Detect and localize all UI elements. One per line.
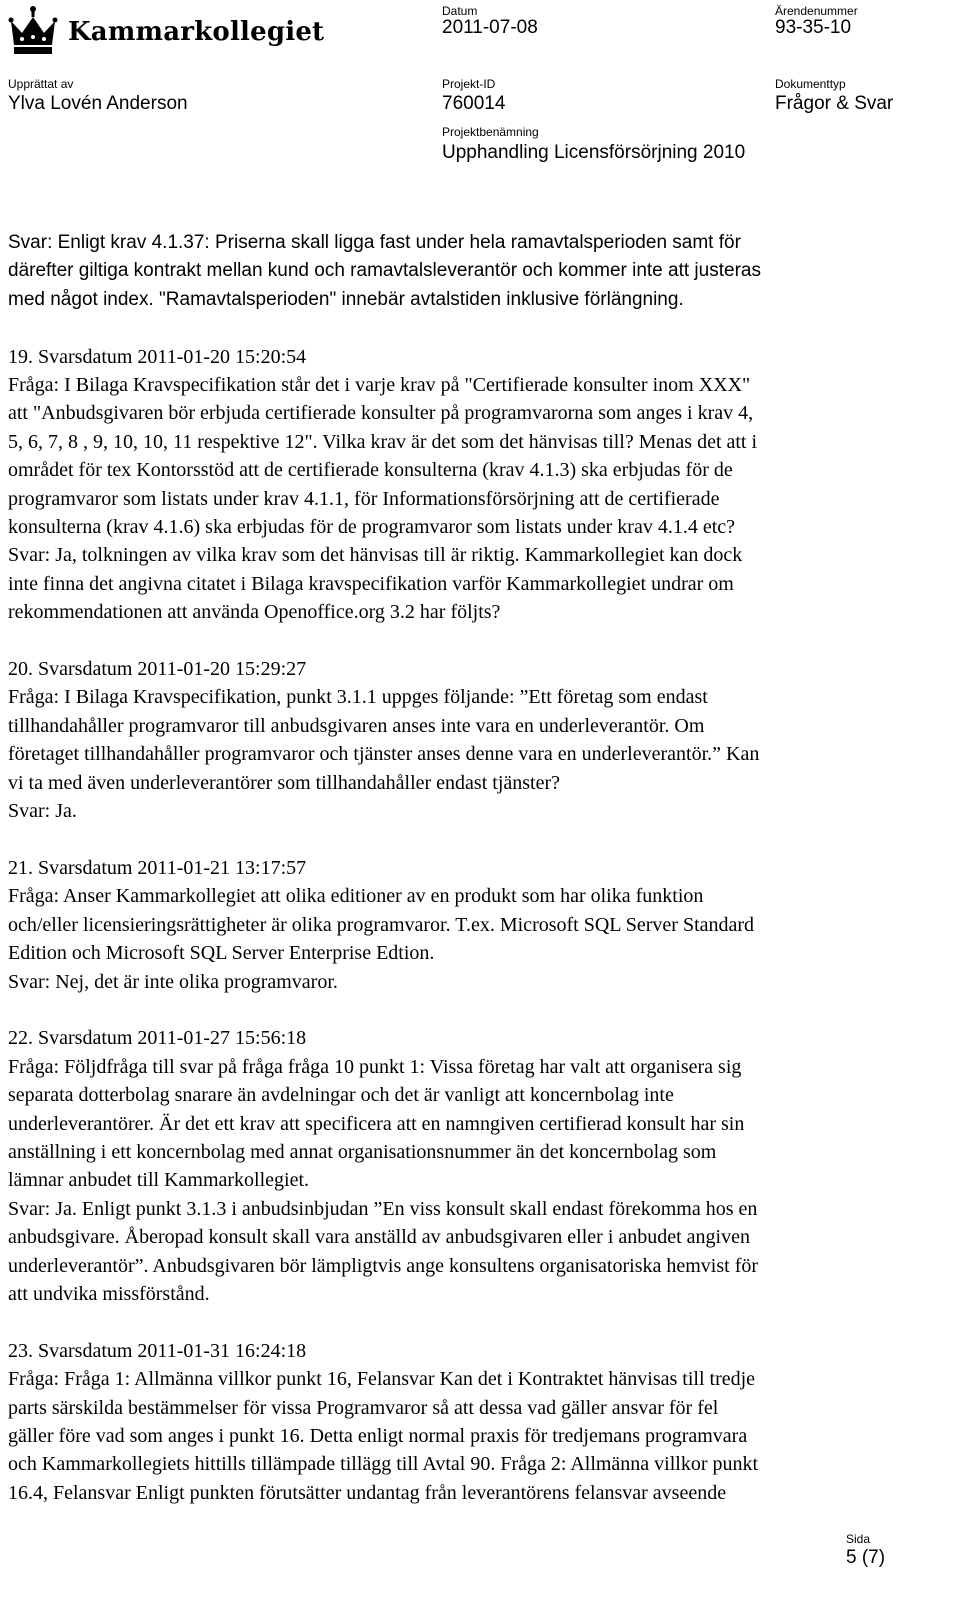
datum-value: 2011-07-08	[442, 17, 538, 38]
text-line: parts särskilda bestämmelser för vissa Programvaror så att dessa vad gäller ansvar för fel	[8, 1396, 719, 1419]
text-line: konsulterna (krav 4.1.6) ska erbjudas för de programvaror som listats under krav 4.1.4 etc?	[8, 516, 736, 539]
dokumenttyp-label: Dokumenttyp	[775, 77, 846, 91]
qa-item	[8, 854, 948, 996]
text-line: Fråga: Följdfråga till svar på fråga fråga 10 punkt 1: Vissa företag har valt att organisera sig	[8, 1055, 742, 1078]
kammarkollegiet-logo	[8, 4, 348, 60]
text-line: 16.4, Felansvar Enligt punkten förutsätter undantag från leverantörens felansvar avseende	[8, 1481, 727, 1504]
text-line: Svar: Ja, tolkningen av vilka krav som det hänvisas till är riktig. Kammarkollegiet kan dock	[8, 544, 743, 567]
text-line: Svar: Ja. Enligt punkt 3.1.3 i anbudsinbjudan ”En viss konsult skall endast förekomma hos en	[8, 1197, 758, 1220]
intro-paragraph	[8, 229, 948, 314]
text-line: att undvika missförstånd.	[8, 1282, 210, 1305]
text-line: Svar: Nej, det är inte olika programvaror.	[8, 970, 338, 993]
text-line: 5, 6, 7, 8 , 9, 10, 10, 11 respektive 12". Vilka krav är det som det hänvisas till? Menas det att i	[8, 430, 758, 453]
text-line: och/eller licensieringsrättigheter är olika programvaror. T.ex. Microsoft SQL Server Standard	[8, 913, 755, 936]
projektbenamning-label: Projektbenämning	[442, 125, 539, 139]
text-line: Fråga: Fråga 1: Allmänna villkor punkt 16, Felansvar Kan det i Kontraktet hänvisas till tredje	[8, 1368, 756, 1391]
text-line: Fråga: I Bilaga Kravspecifikation, punkt 3.1.1 uppges följande: ”Ett företag som endast	[8, 686, 708, 709]
text-line: därefter giltiga kontrakt mellan kund och ramavtalsleverantör och kommer inte att justeras	[8, 260, 761, 282]
projekt-id-label: Projekt-ID	[442, 77, 496, 91]
qa-item	[8, 343, 948, 627]
arendenummer-label: Ärendenummer	[775, 4, 858, 18]
logo-wordmark: Kammarkollegiet	[68, 17, 325, 47]
qa-heading: 20. Svarsdatum 2011-01-20 15:29:27	[8, 658, 307, 681]
datum-label: Datum	[442, 4, 478, 18]
text-line: lämnar anbudet till Kammarkollegiet.	[8, 1169, 310, 1192]
text-line: separata dotterbolag snarare än avdelningar och det är vanligt att koncernbolag inte	[8, 1084, 674, 1107]
qa-heading: 19. Svarsdatum 2011-01-20 15:20:54	[8, 345, 307, 368]
projekt-id-value: 760014	[442, 93, 506, 114]
text-line: Fråga: I Bilaga Kravspecifikation står det i varje krav på "Certifierade konsulter inom XXX"	[8, 374, 751, 397]
document-body	[8, 229, 948, 1507]
upprattat-av-value: Ylva Lovén Anderson	[8, 93, 188, 114]
text-line: vi ta med även underleverantörer som tillhandahåller endast tjänster?	[8, 771, 561, 794]
qa-item	[8, 1024, 948, 1308]
qa-heading: 23. Svarsdatum 2011-01-31 16:24:18	[8, 1339, 307, 1362]
text-line: Edition och Microsoft SQL Server Enterprise Edtion.	[8, 942, 435, 965]
crown-icon	[8, 5, 58, 59]
upprattat-av-label: Upprättat av	[8, 77, 74, 91]
qa-item	[8, 1337, 948, 1507]
text-line: anbudsgivare. Åberopad konsult skall vara anställd av anbudsgivaren eller i anbudet angiven	[8, 1226, 750, 1249]
text-line: anställning i ett koncernbolag med annat organisationsnummer än det koncernbolag som	[8, 1140, 717, 1163]
text-line: att "Anbudsgivaren bör erbjuda certifierade konsulter på programvarorna som anges i krav 4,	[8, 402, 754, 425]
page-number: 5 (7)	[846, 1547, 886, 1568]
text-line: rekommendationen att använda Openoffice.org 3.2 har följts?	[8, 601, 501, 624]
projektbenamning-value: Upphandling Licensförsörjning 2010	[442, 142, 746, 163]
qa-heading: 22. Svarsdatum 2011-01-27 15:56:18	[8, 1027, 307, 1050]
text-line: underleverantörer. Är det ett krav att specificera att en namngiven certifierad konsult har sin	[8, 1112, 745, 1135]
qa-heading: 21. Svarsdatum 2011-01-21 13:17:57	[8, 856, 307, 879]
text-line: området för tex Kontorsstöd att de certifierade konsulterna (krav 4.1.3) ska erbjudas för de	[8, 459, 733, 482]
qa-list	[8, 343, 948, 1508]
text-line: Fråga: Anser Kammarkollegiet att olika editioner av en produkt som har olika funktion	[8, 885, 704, 908]
page-number-label: Sida	[846, 1532, 871, 1546]
text-line: underleverantör”. Anbudsgivaren bör lämpligtvis ange konsultens organisatoriska hemvist för	[8, 1254, 759, 1277]
text-line: inte finna det angivna citatet i Bilaga kravspecifikation varför Kammarkollegiet undrar om	[8, 572, 734, 595]
dokumenttyp-value: Frågor & Svar	[775, 93, 894, 114]
text-line: gäller före vad som anges i punkt 16. Detta enligt normal praxis för tredjemans programvara	[8, 1424, 748, 1447]
text-line: med något index. "Ramavtalsperioden" innebär avtalstiden inklusive förlängning.	[8, 288, 684, 310]
text-line: programvaror som listats under krav 4.1.1, för Informationsförsörjning att de certifierade	[8, 487, 720, 510]
text-line: tillhandahåller programvaror till anbudsgivaren anses inte vara en underleverantör. Om	[8, 714, 705, 737]
text-line: Svar: Enligt krav 4.1.37: Priserna skall ligga fast under hela ramavtalsperioden samt för	[8, 232, 741, 253]
qa-item	[8, 655, 948, 825]
text-line: och Kammarkollegiets hittills tillämpade tillägg till Avtal 90. Fråga 2: Allmänna villkor punkt	[8, 1453, 759, 1476]
text-line: Svar: Ja.	[8, 800, 77, 823]
text-line: företaget tillhandahåller programvaror och tjänster anses denne vara en underleverantör.” Kan	[8, 743, 760, 766]
arendenummer-value: 93-35-10	[775, 17, 852, 38]
